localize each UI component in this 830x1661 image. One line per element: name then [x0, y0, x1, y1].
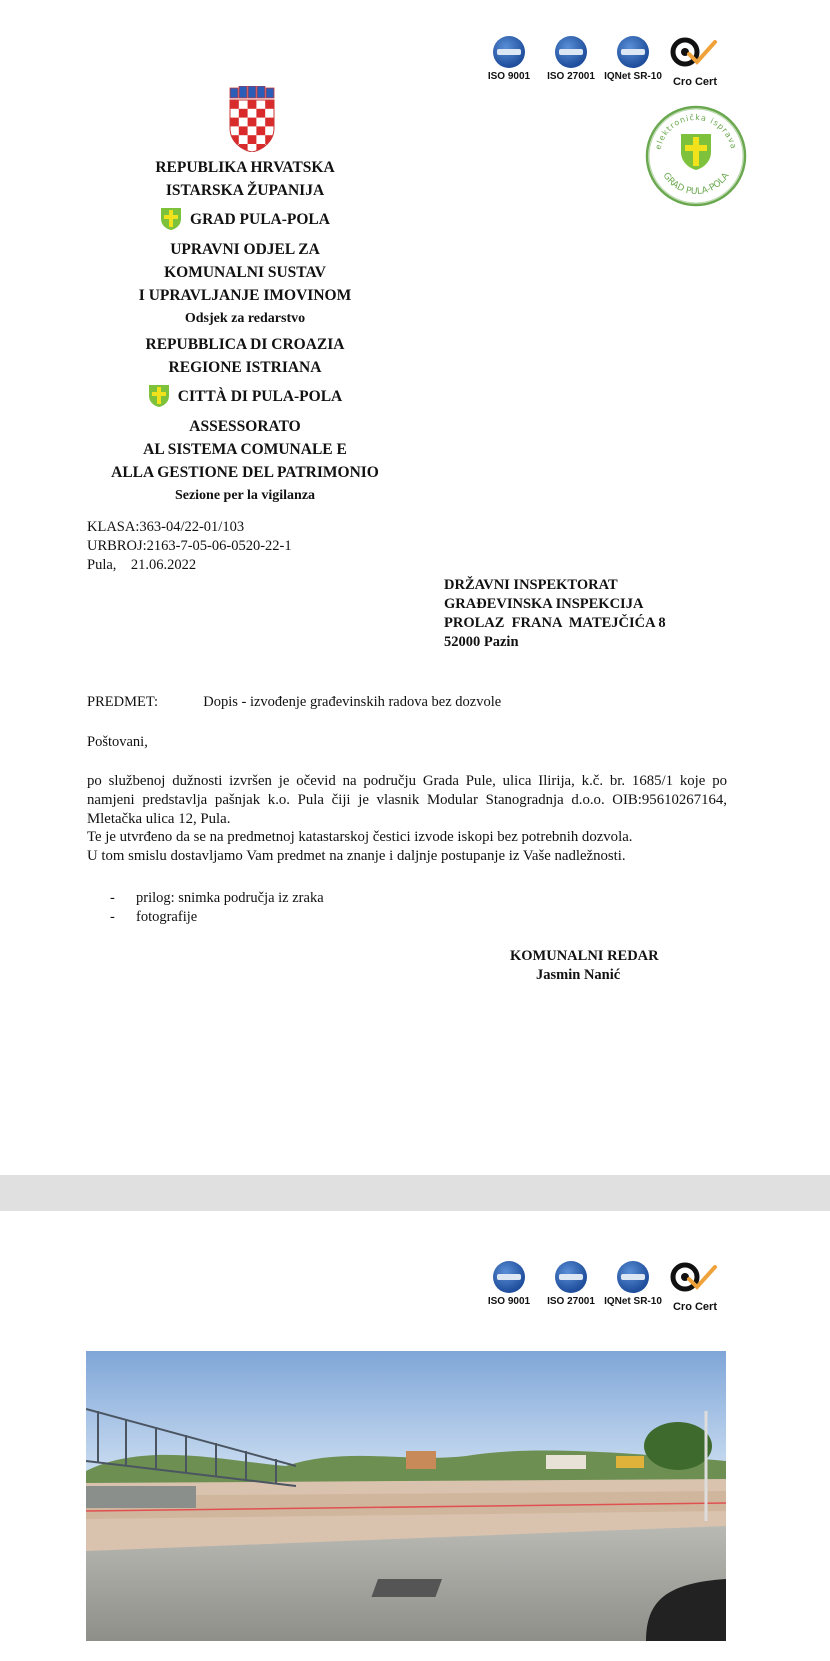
header-italian — [70, 333, 420, 507]
letter-body — [87, 772, 727, 866]
header-it-line2: REGIONE ISTRIANA — [168, 359, 322, 376]
salutation: Poštovani, — [87, 734, 148, 750]
signature-block — [510, 947, 659, 985]
header-it-dept1: ASSESSORATO — [189, 418, 301, 435]
header-hr-dept3: I UPRAVLJANJE IMOVINOM — [138, 287, 352, 304]
pula-shield-icon — [160, 207, 182, 231]
iqnet-iso-27001-icon: ISO 27001 — [540, 36, 602, 82]
recipient-line2: GRAĐEVINSKA INSPEKCIJA — [444, 596, 644, 612]
signature-title: KOMUNALNI REDAR — [510, 948, 659, 964]
header-it-section: Sezione per la vigilanza — [174, 488, 316, 503]
body-line2: Te je utvrđeno da se na predmetnoj katastarskoj čestici izvode iskopi bez potrebnih dozvola. — [87, 829, 633, 846]
attachment-item: - fotografije — [110, 909, 198, 925]
certification-logos — [478, 36, 732, 92]
body-line3: U tom smislu dostavljamo Vam predmet na znanje i daljnje postupanje iz Vaše nadležnosti. — [87, 848, 626, 865]
header-it-dept3: ALLA GESTIONE DEL PATRIMONIO — [111, 464, 379, 481]
document-page-2 — [0, 1211, 830, 1661]
signature-name: Jasmin Nanić — [536, 967, 621, 983]
iqnet-iso-9001-icon: ISO 9001 — [478, 1261, 540, 1307]
document-reference — [87, 518, 292, 575]
certification-logos — [478, 1261, 732, 1317]
electronic-document-stamp — [644, 104, 748, 213]
attachments-list — [110, 889, 324, 927]
svg-text:GRAD PULA-POLA: GRAD PULA-POLA — [660, 171, 732, 198]
header-hr-section: Odsjek za redarstvo — [184, 311, 306, 326]
subject-text: Dopis - izvođenje građevinskih radova bez dozvole — [203, 694, 502, 710]
header-hr-dept2: KOMUNALNI SUSTAV — [164, 264, 326, 281]
iqnet-sr10-icon: IQNet SR-10 — [602, 1261, 664, 1307]
subject-label: PREDMET: — [87, 694, 158, 710]
page-separator — [0, 1175, 830, 1211]
croatian-coat-of-arms-icon — [228, 86, 276, 157]
header-hr-line2: ISTARSKA ŽUPANIJA — [165, 182, 325, 199]
place-date: Pula, 21.06.2022 — [87, 557, 197, 573]
recipient-line4: 52000 Pazin — [444, 634, 519, 650]
header-it-city: CITTÀ DI PULA-POLA — [177, 387, 343, 405]
site-photo — [86, 1351, 726, 1641]
iqnet-iso-9001-icon: ISO 9001 — [478, 36, 540, 82]
header-croatian — [80, 156, 410, 330]
urbroj-number: URBROJ:2163-7-05-06-0520-22-1 — [87, 538, 292, 554]
header-it-dept2: AL SISTEMA COMUNALE E — [143, 441, 347, 458]
recipient-line1: DRŽAVNI INSPEKTORAT — [444, 577, 618, 593]
recipient-line3: PROLAZ FRANA MATEJČIĆA 8 — [444, 615, 666, 631]
klasa-number: KLASA:363-04/22-01/103 — [87, 519, 245, 535]
iqnet-iso-27001-icon: ISO 27001 — [540, 1261, 602, 1307]
header-it-line1: REPUBBLICA DI CROAZIA — [145, 336, 345, 353]
recipient-address — [444, 576, 666, 652]
header-hr-city: GRAD PULA-POLA — [190, 210, 330, 228]
subject-line — [87, 693, 501, 712]
body-paragraph: po službenoj dužnosti izvršen je očevid na području Grada Pule, ulica Ilirija, k.č. br. 1685/1 koje po namjeni predstavlja pašnjak k.o. Pula čiji je vlasnik Modular Stanogradnja d.o.o. OIB:95610267164, Mletačka ulica 12, Pula. — [87, 773, 727, 827]
attachment-item: - prilog: snimka područja iz zraka — [110, 890, 324, 906]
cro-cert-logo: Cro Cert — [664, 1261, 726, 1313]
header-hr-dept1: UPRAVNI ODJEL ZA — [170, 241, 320, 258]
header-hr-line1: REPUBLIKA HRVATSKA — [155, 159, 335, 176]
pula-shield-icon — [148, 384, 170, 408]
iqnet-sr10-icon: IQNet SR-10 — [602, 36, 664, 82]
svg-text:elektronička isprava: elektronička isprava — [653, 112, 739, 151]
cro-cert-logo: Cro Cert — [664, 36, 726, 88]
